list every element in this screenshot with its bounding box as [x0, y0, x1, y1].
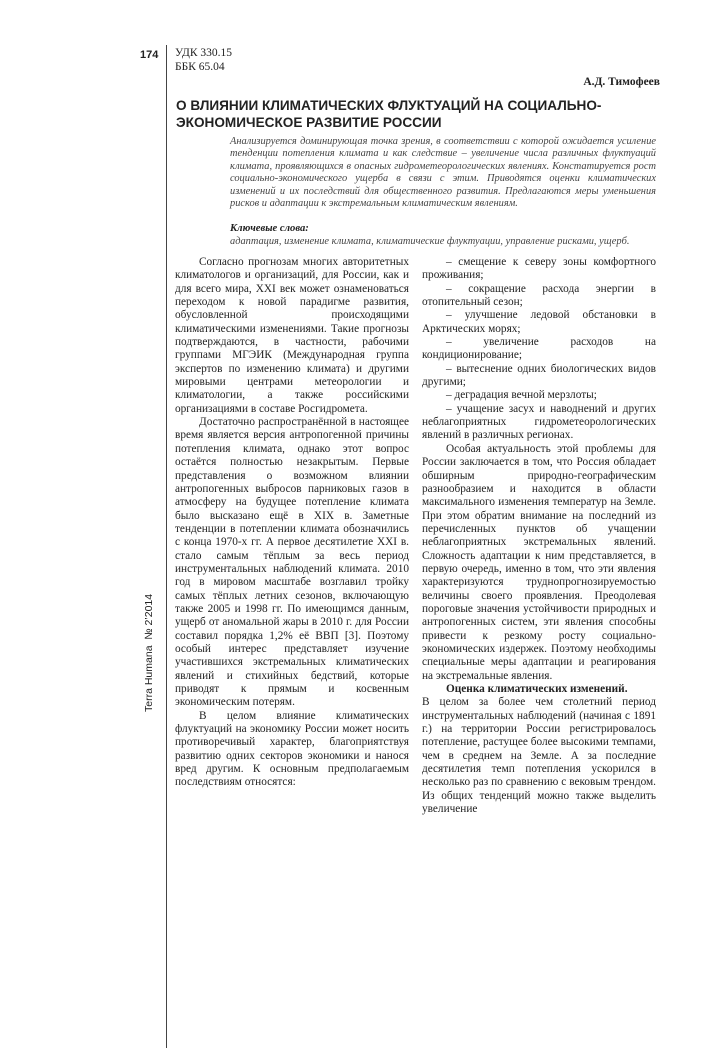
classification-codes	[175, 46, 232, 74]
paragraph: Особая актуальность этой проблемы для России заключается в том, что Россия обладает обширным природно-географическим разнообразием и находится в области максимального изменения температур на Земле. При этом обратим внимание на последний из перечисленных пунктов об учащении неблагоприятных экстремальных явлений. Сложность адаптации к ним представляется, в первую очередь, именно в том, что эти явления характеризуются труднопрогнозируемостью величины своего проявления. Преодолевая пороговые значения устойчивости природных и антропогенных систем, эти явления способны привести к резкому росту социально-экономических издержек. Поэтому необходимы специальные меры адаптации и реагирования на экстремальные явления.	[422, 442, 656, 682]
body-column-left	[175, 256, 409, 790]
abstract: Анализируется доминирующая точка зрения, в соответствии с которой ожидается усиление тенденции потепления климата и как следствие – увеличение числа различных флуктуаций климата, проявляющихся в опасных гидрометеорологических явлениях. Констатируется рост социально-экономического ущерба в связи с этим. Приводятся оценки климатических изменений и их последствий для общественного развития. Предлагаются меры уменьшения рисков и адаптации к экстремальным климатическим явлениям.	[230, 136, 656, 210]
journal-name: Terra Humana	[143, 645, 155, 712]
bbk-code: ББК 65.04	[175, 61, 225, 73]
margin-rule	[166, 45, 167, 1048]
paragraph: Согласно прогнозам многих авторитетных климатологов и организаций, для России, как и для всего мира, XXI век может ознаменоваться переходом к новой парадигме развития, обусловленной происходящими климатическими изменениями. Такие прогнозы подтверждаются, в частности, рабочими группами МГЭИК (Международная группа экспертов по изменению климата) и другими мировыми центрами метеорологии и климатологии, а также российскими организациями в составе Росгидромета.	[175, 256, 409, 415]
paragraph: Достаточно распространённой в настоящее время является версия антропогенной причины потепления климата, однако этот вопрос остаётся полностью незакрытым. Первые представления о возможном влиянии антропогенных выбросов парниковых газов в атмосферу на будущее потепление климата было высказано ещё в XIX в. Заметные тенденции в потеплении климата обозначились с конца 1970-х гг. А первое десятилетие XXI в. стало самым тёплым за весь период инструментальных наблюдений климата. 2010 год в мировом масштабе возглавил тройку самых тёплых летних сезонов, включающую также 2005 и 1998 гг. По имеющимся данным, ущерб от аномальной жары в 2010 г. для России составил порядка 1,2% её ВВП [3]. Поэтому особый интерес представляет изучение участившихся экстремальных климатических явлений и стихийных бедствий, которые приводят к прямым и косвенным экономическим потерям.	[175, 416, 409, 709]
keywords-label: Ключевые слова:	[230, 223, 309, 234]
list-item: – сокращение расхода энергии в отопительный сезон;	[422, 282, 656, 309]
paragraph: В целом влияние климатических флуктуаций на экономику России может носить противоречивый характер, благоприятствуя развитию одних секторов экономики и нанося вред другим. К основным предполагаемым последствиям относятся:	[175, 709, 409, 789]
section-heading: Оценка климатических изменений.	[446, 683, 628, 695]
journal-issue: № 2’2014	[143, 593, 155, 640]
list-item: – деградация вечной мерзлоты;	[446, 389, 597, 402]
paragraph: В целом за более чем столетний период инструментальных наблюдений (начиная с 1891 г.) на территории России регистрировалось потепление, растущее более высокими темпами, чем в среднем на Земле. А за последние десятилетия темп потепления ускорился в несколько раз по сравнению с вековым трендом. Из общих тенденций можно также выделить увеличение	[422, 696, 656, 816]
page-number: 174	[140, 49, 159, 61]
list-item: – смещение к северу зоны комфортного проживания;	[422, 256, 656, 282]
list-item: – улучшение ледовой обстановки в Арктических морях;	[422, 309, 656, 335]
list-item: – увеличение расходов на кондиционирование;	[422, 336, 656, 362]
list-item: – вытеснение одних биологических видов другими;	[422, 362, 656, 389]
journal-spine	[141, 593, 161, 714]
list-item: – учащение засух и наводнений и других неблагоприятных гидрометеорологических явлений в различных регионах.	[422, 402, 656, 442]
body-column-right	[422, 256, 656, 816]
section-paragraph	[422, 683, 656, 696]
article-title: О ВЛИЯНИИ КЛИМАТИЧЕСКИХ ФЛУКТУАЦИЙ НА СОЦИАЛЬНО-ЭКОНОМИЧЕСКОЕ РАЗВИТИЕ РОССИИ	[176, 98, 602, 130]
author-name: А.Д. Тимофеев	[583, 76, 660, 88]
udc-code: УДК 330.15	[175, 47, 232, 59]
keywords: адаптация, изменение климата, климатические флуктуации, управление рисками, ущерб.	[230, 236, 630, 247]
